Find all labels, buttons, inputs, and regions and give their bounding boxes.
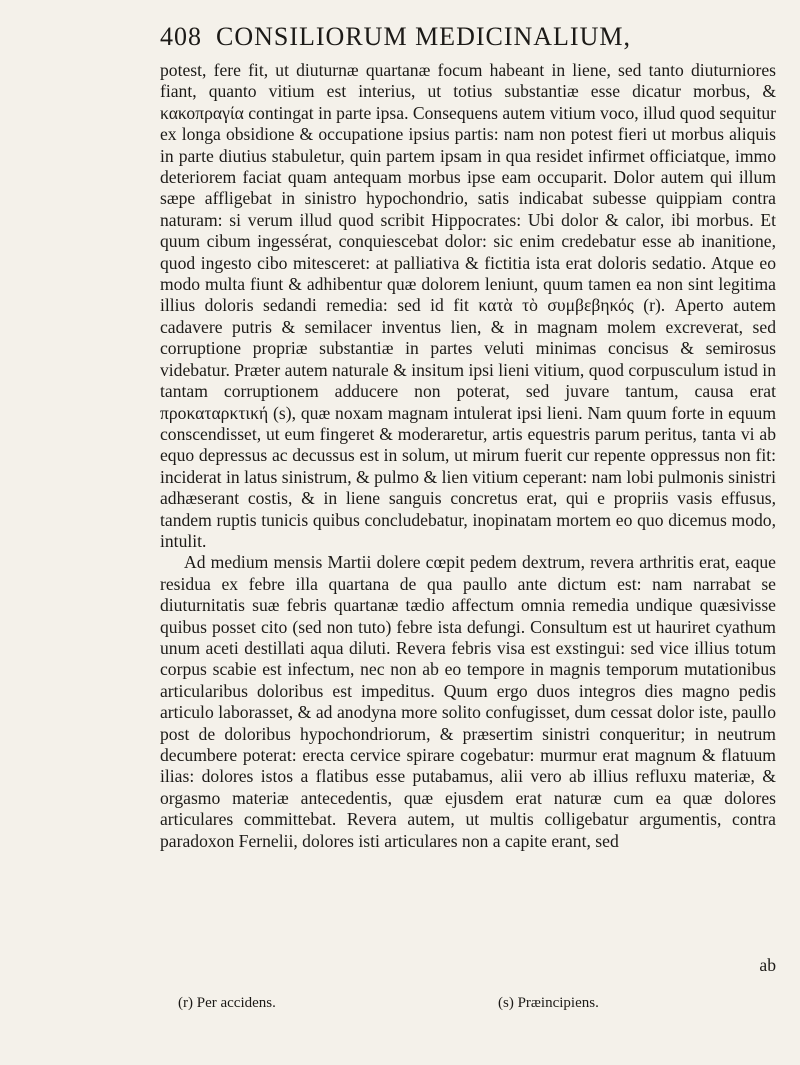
paragraph-2: Ad medium mensis Martii dolere cœpit pedem dextrum, revera arthritis erat, eaque residua ex febre illa quartana de qua paullo ante dictum est: nam narrabat se diuturnitatis suæ febris quartanæ tædio affectum omnia remedia undique quæsivisse quibus posset cito (sed non tuto) febre ista defungi. Consultum est ut hauriret cyathum unum aceti destillati aqua diluti. Revera febris visa est exstingui: sed vice illius totum corpus scabie est infectum, nec non ab eo tempore in magnis temporum mutationibus articularibus doloribus est impeditus. Quum ergo duos integros dies magno pedis articulo laborasset, & ad anodyna more solito confugisset, dum cessat dolor iste, paullo post de doloribus hypochondriorum, & præsertim sinistri conqueritur; in neutrum decumbere poterat: erecta cervice spirare cogebatur: murmur erat magnum & flatuum ilias: dolores istos a flatibus esse putabamus, alii vero ab illius refluxu materiæ, & orgasmo materiæ antecedentis, quæ ejusdem erat naturæ cum ea quæ dolores articulares committebat. Revera autem, ut multis colligebatur argumentis, contra paradoxon Fernelii, dolores isti articulares non a capite erant, sed — [160, 552, 776, 851]
page-number: 408 — [160, 22, 202, 51]
footnote-r: (r) Per accidens. — [178, 995, 276, 1011]
running-header — [160, 22, 760, 52]
catchword: ab — [759, 955, 776, 975]
paragraph-1: potest, fere fit, ut diuturnæ quartanæ focum habeant in liene, sed tanto diuturniores fiant, quanto vitium est interius, ut totius substantiæ esse dicatur morbus, & κακοπραγία contingat in parte ipsa. Consequens autem vitium voco, illud quod sequitur ex longa obsidione & occupatione ipsius partis: nam non potest fieri ut morbus aliquis in parte diutius stabuletur, quin partem ipsam in qua residet infirmet officiatque, immo deteriorem faciat quam antequam morbus ipse eam occuparit. Dolor autem qui illum sæpe affligebat in sinistro hypochondrio, satis indicabat subesse quippiam contra naturam: si verum illud quod scribit Hippocrates: Ubi dolor & calor, ibi morbus. Et quum cibum ingessérat, conquiescebat dolor: sic enim credebatur esse ab inanitione, quod ingesto cibo mitesceret: at palliativa & fictitia ista erat doloris sedatio. Atque eo modo multa fiunt & adhibentur quæ dolorem leniunt, quum tamen ea non sint legitima illius doloris sedandi remedia: sed id fit κατὰ τὸ συμβεβηκός (r). Aperto autem cadavere putris & semilacer inventus lien, & in magnam molem excreverat, sed corruptione propriæ substantiæ in partes veluti minimas concisus & semirosus videbatur. Præter autem naturale & insitum ipsi lieni vitium, quod corpusculum istud in tantam corruptionem adducere non poterat, sed juvare tantum, causa erat προκαταρκτική (s), quæ noxam magnam intulerat ipsi lieni. Nam quum forte in equum conscendisset, ut eum fingeret & moderaretur, artis equestris parum peritus, tanta vi ab equo depressus ac decussus est in solum, ut mirum fuerit cur repente oppressus non fit: inciderat in latus sinistrum, & pulmo & lien vitium ceperant: nam lobi pulmonis sinistri adhæserant costis, & in liene sanguis concretus erat, qui e propriis vasis effusus, tandem ruptis tunicis quibus concludebatur, inopinatam mortem eo quo dicemus modo, intulit. — [160, 60, 776, 551]
main-text — [160, 60, 776, 852]
running-title: CONSILIORUM MEDICINALIUM, — [216, 22, 631, 51]
footnote-s: (s) Præincipiens. — [498, 995, 599, 1011]
